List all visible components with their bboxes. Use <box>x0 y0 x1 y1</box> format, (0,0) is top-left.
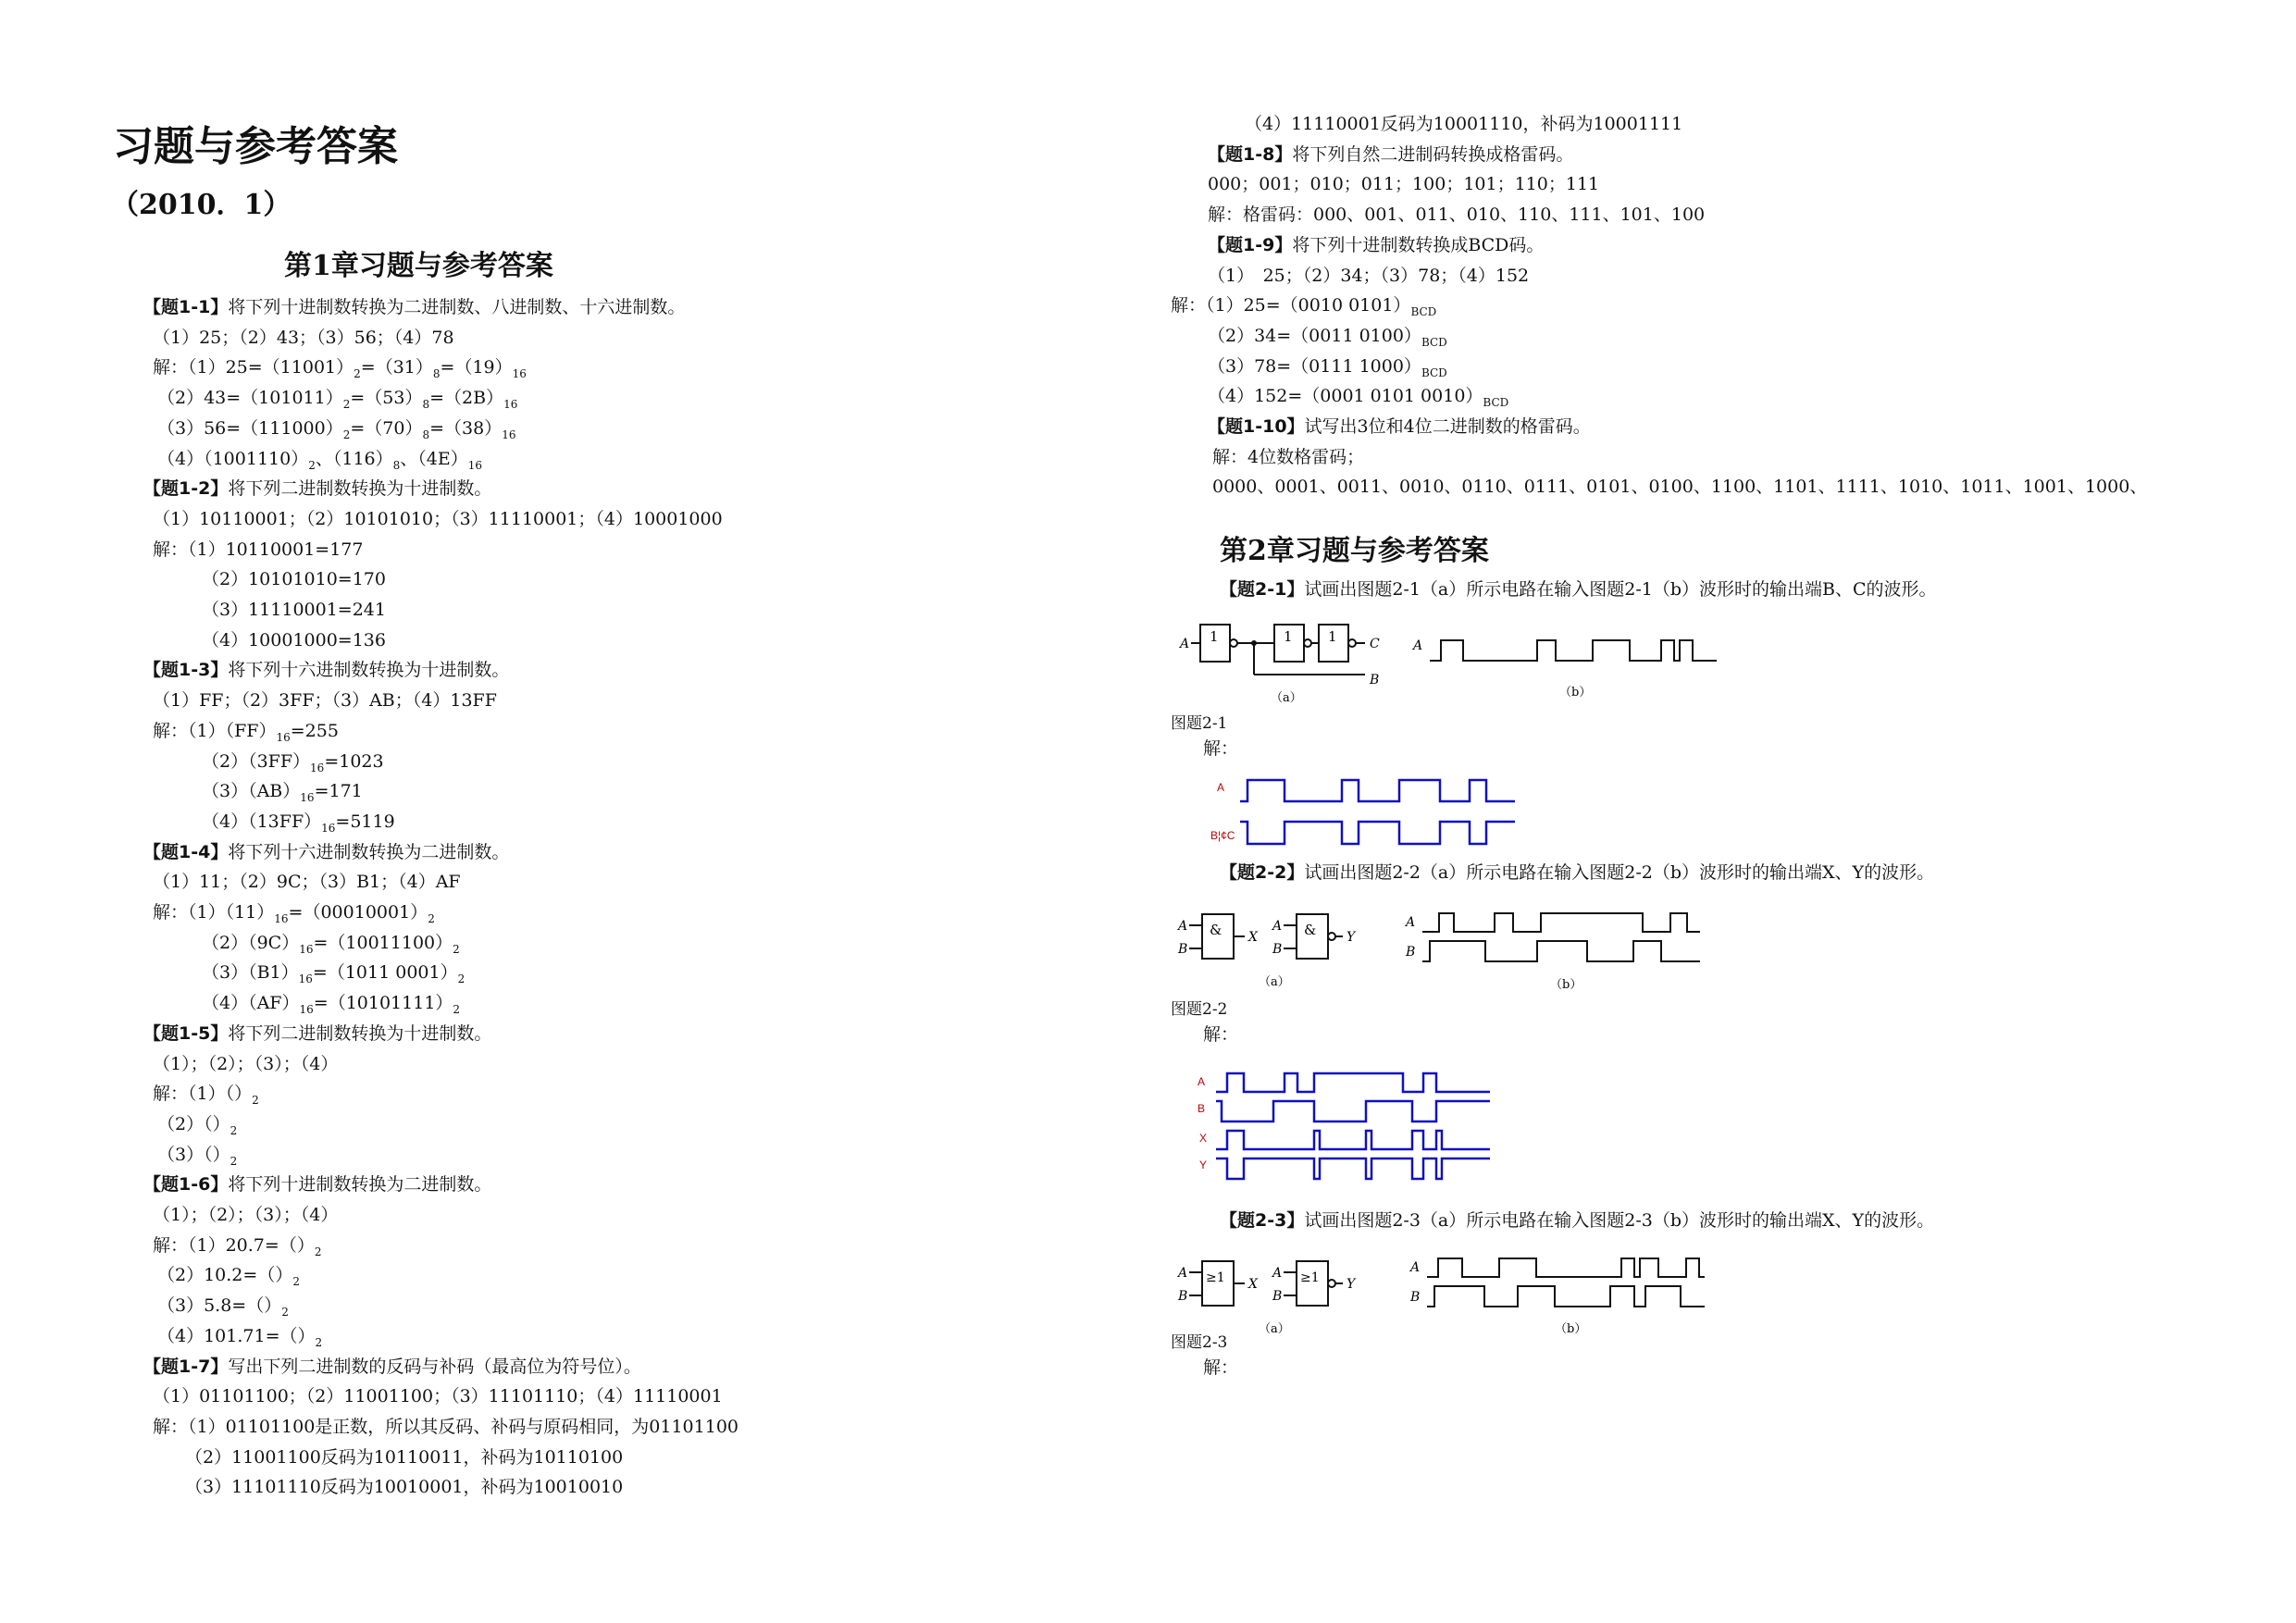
line-text: 、（116） <box>315 448 393 469</box>
line-text: （4）（1001110） <box>157 448 309 469</box>
question-text: 写出下列二进制数的反码与补码（最高位为符号位）。 <box>228 1356 641 1377</box>
text-line <box>1212 442 1364 473</box>
input-label-a: A <box>1272 919 1283 934</box>
base-subscript: 2 <box>292 1275 300 1289</box>
wave-label-a: A <box>1198 1075 1206 1088</box>
input-label-a: A <box>1180 637 1190 651</box>
gate-label: & <box>1210 922 1222 938</box>
base-subscript: 16 <box>512 367 527 381</box>
line-text: 解：格雷码：000、001、011、010、110、111、101、100 <box>1208 204 1706 226</box>
figure-caption: 图题2-3 <box>1171 1333 1228 1352</box>
base-subscript: 2 <box>342 398 351 412</box>
caption-b: （b） <box>1550 978 1582 992</box>
line-text: （4）10001000=136 <box>202 629 386 650</box>
text-line <box>143 837 509 868</box>
input-label-a: A <box>1272 1266 1283 1281</box>
line-text: （3）（） <box>157 1144 230 1165</box>
line-text: 000；001；010；011；100；101；110；111 <box>1208 174 1600 195</box>
question-tag: 【题1-2】 <box>143 478 229 500</box>
line-text: 解：（1）01101100是正数，所以其反码、补码与原码相同，为01101100 <box>153 1416 739 1437</box>
wave-label-b: B <box>1406 945 1416 960</box>
text-line <box>1208 261 1529 291</box>
line-text: 解：（1）20.7=（） <box>153 1234 315 1256</box>
gate-label: 1 <box>1284 628 1293 645</box>
input-label-b: B <box>1272 1289 1283 1304</box>
line-text: 解：（1）25=（0010 0101） <box>1171 295 1411 316</box>
base-subscript: 2 <box>453 1003 461 1017</box>
question-text: 将下列自然二进制码转换成格雷码。 <box>1292 143 1574 165</box>
wave-label-a: A <box>1410 1260 1421 1275</box>
question-text: 将下列十进制数转换为二进制数、八进制数、十六进制数。 <box>228 297 686 317</box>
line-text: （2）11001100反码为10110011，补码为10110100 <box>185 1446 624 1468</box>
text-line <box>185 1443 623 1473</box>
base-subscript: 2 <box>252 1094 259 1108</box>
text-line <box>153 686 497 716</box>
page-title: 习题与参考答案 <box>113 123 398 170</box>
question-tag: 【题1-1】 <box>143 297 229 317</box>
base-subscript: 2 <box>428 912 435 925</box>
text-line <box>1208 140 1573 170</box>
base-subscript: BCD <box>1421 335 1447 349</box>
base-subscript: 8 <box>422 427 430 441</box>
question-tag: 【题1-5】 <box>143 1022 229 1044</box>
input-label-b: B <box>1272 942 1283 957</box>
base-subscript: 16 <box>298 973 313 986</box>
document-date: （2010．1） <box>111 189 292 221</box>
question-tag: 【题1-7】 <box>143 1356 229 1377</box>
text-line <box>143 1019 491 1049</box>
base-subscript: 16 <box>276 730 291 744</box>
figure-2-2b-waveform <box>1402 902 1717 995</box>
line-text: 解：（1）（） <box>153 1084 253 1105</box>
input-label-a: A <box>1178 1266 1188 1281</box>
line-text: （1）01101100；（2）11001100；（3）11101110；（4）11110001 <box>153 1386 723 1407</box>
base-subscript: 8 <box>432 367 441 381</box>
line-text: 、（4E） <box>400 448 468 469</box>
base-subscript: 2 <box>314 1245 322 1258</box>
base-subscript: 16 <box>502 427 516 441</box>
base-subscript: 8 <box>392 458 401 472</box>
text-line <box>153 1412 738 1443</box>
line-text: （3）78=（0111 1000） <box>1208 355 1421 377</box>
figure-2-1b-waveform <box>1411 629 1726 703</box>
text-line <box>143 1352 641 1382</box>
line-text: =（19） <box>440 357 513 378</box>
text-line <box>1208 200 1705 230</box>
text-line <box>153 535 363 565</box>
wave-label-y: Y <box>1199 1158 1208 1171</box>
base-subscript: BCD <box>1410 305 1437 319</box>
line-text: （2）34=（0011 0100） <box>1208 325 1421 346</box>
question-text: 将下列十进制数转换成BCD码。 <box>1292 234 1545 255</box>
line-text: 解：（1）（11） <box>153 902 275 923</box>
caption-a: （a） <box>1259 975 1290 989</box>
line-text: 解：4位数格雷码； <box>1212 446 1365 467</box>
line-text: =（38） <box>429 417 503 439</box>
line-text: （1）FF；（2）3FF；（3）AB；（4）13FF <box>153 690 497 712</box>
line-text: =（10011100） <box>313 932 453 953</box>
line-text: 解：（1）10110001=177 <box>153 539 364 560</box>
line-text: =1023 <box>324 750 384 772</box>
figure-2-3b-waveform <box>1407 1249 1721 1342</box>
caption-a: （a） <box>1271 691 1302 705</box>
base-subscript: 16 <box>467 458 483 472</box>
line-text: =（1011 0001） <box>312 962 458 984</box>
line-text: =（70） <box>350 417 423 439</box>
figure-2-3a-circuit <box>1171 1254 1393 1337</box>
text-line <box>153 867 461 898</box>
question-tag: 【题1-8】 <box>1208 143 1293 165</box>
line-text: （2）（3FF） <box>202 750 311 772</box>
figure-2-2a-circuit <box>1171 907 1393 990</box>
question-text: 试写出3位和4位二进制数的格雷码。 <box>1304 416 1591 437</box>
line-text: （2）43=（101011） <box>157 388 343 409</box>
base-subscript: 2 <box>457 973 465 986</box>
input-label-b: B <box>1178 1289 1188 1304</box>
text-line <box>143 655 509 686</box>
base-subscript: 2 <box>308 458 316 472</box>
wave-label-b: B <box>1410 1290 1421 1305</box>
text-line <box>1245 109 1682 140</box>
text-line <box>1208 412 1591 442</box>
base-subscript: 2 <box>354 367 361 381</box>
wave-label-a: A <box>1413 638 1423 653</box>
base-subscript: 16 <box>299 942 314 956</box>
line-text: （3）（AB） <box>202 781 301 802</box>
output-label-b: B <box>1370 673 1380 688</box>
question-tag: 【题1-4】 <box>143 841 229 862</box>
line-text: （1）25；（2）43；（3）56；（4）78 <box>153 327 454 348</box>
caption-b: （b） <box>1555 1322 1587 1336</box>
text-line <box>1208 169 1599 200</box>
line-text: （3）（B1） <box>202 962 299 984</box>
text-line <box>202 564 386 595</box>
input-label-b: B <box>1178 942 1188 957</box>
wave-label-bc: B¦¢C <box>1210 829 1235 842</box>
question-2-1 <box>1220 575 1937 605</box>
base-subscript: 2 <box>281 1306 289 1319</box>
answer-label: 解： <box>1203 1357 1239 1378</box>
gate-label: ≥1 <box>1300 1270 1320 1285</box>
base-subscript: 16 <box>300 791 315 805</box>
question-text: 将下列十六进制数转换为二进制数。 <box>228 841 510 862</box>
line-text: （4）（13FF） <box>202 811 322 832</box>
question-2-3 <box>1220 1206 1934 1236</box>
text-line <box>153 1200 338 1231</box>
question-tag: 【题1-3】 <box>143 660 229 681</box>
wave-label-a: A <box>1406 915 1416 930</box>
output-label-y: Y <box>1347 1277 1356 1292</box>
base-subscript: 2 <box>315 1335 323 1349</box>
line-text: =（2B） <box>429 388 504 409</box>
line-text: （1）；（2）；（3）；（4） <box>153 1053 339 1074</box>
gate-label: 1 <box>1210 628 1219 645</box>
caption-a: （a） <box>1259 1322 1290 1336</box>
text-line <box>143 474 491 504</box>
line-text: （4）101.71=（） <box>157 1325 316 1346</box>
line-text: （4）11110001反码为10001110，补码为10001111 <box>1245 114 1683 134</box>
chapter1-heading: 第1章习题与参考答案 <box>284 250 553 282</box>
text-line <box>153 323 454 353</box>
figure-caption: 图题2-1 <box>1171 714 1228 733</box>
text-line <box>1212 472 2147 502</box>
text-line <box>153 1381 723 1412</box>
base-subscript: 2 <box>230 1154 238 1168</box>
base-subscript: 16 <box>503 398 518 412</box>
line-text: （4）（AF） <box>202 993 300 1014</box>
base-subscript: BCD <box>1421 365 1447 379</box>
line-text: （2）10.2=（） <box>157 1265 293 1286</box>
line-text: （1）；（2）；（3）；（4） <box>153 1205 339 1225</box>
line-text: （4）152=（0001 0101 0010） <box>1208 386 1483 407</box>
line-text: （3）56=（111000） <box>157 417 343 439</box>
figure-caption: 图题2-2 <box>1171 1000 1228 1019</box>
question-text: 将下列二进制数转换为十进制数。 <box>228 478 492 500</box>
question-text: 试画出图题2-3（a）所示电路在输入图题2-3（b）波形时的输出端X、Y的波形。 <box>1304 1210 1935 1231</box>
wave-label-a: A <box>1217 781 1225 794</box>
line-text: =171 <box>314 781 363 802</box>
question-text: 将下列十六进制数转换为十进制数。 <box>228 660 510 681</box>
line-text: （2）（） <box>157 1113 230 1134</box>
line-text: =（10101111） <box>313 993 453 1014</box>
answer-2-2-waveform <box>1194 1064 1518 1184</box>
question-tag: 【题2-3】 <box>1220 1210 1305 1231</box>
base-subscript: BCD <box>1483 396 1509 410</box>
question-tag: 【题1-10】 <box>1208 416 1305 437</box>
question-2-2 <box>1220 858 1934 888</box>
base-subscript: 2 <box>453 942 460 956</box>
base-subscript: 16 <box>274 912 289 925</box>
line-text: 0000、0001、0011、0010、0110、0111、0101、0100、1100、1101、1111、1010、1011、1001、1000、 <box>1212 477 2148 498</box>
question-tag: 【题1-9】 <box>1208 234 1293 255</box>
base-subscript: 16 <box>299 1003 314 1017</box>
line-text: 解：（1）25=（11001） <box>153 357 354 378</box>
question-tag: 【题2-2】 <box>1220 862 1305 883</box>
base-subscript: 8 <box>422 398 430 412</box>
base-subscript: 16 <box>310 761 325 774</box>
line-text: =（31） <box>360 357 433 378</box>
question-tag: 【题2-1】 <box>1220 579 1305 600</box>
line-text: =255 <box>290 720 339 741</box>
input-label-a: A <box>1178 919 1188 934</box>
text-line <box>153 1049 338 1080</box>
chapter2-heading: 第2章习题与参考答案 <box>1220 535 1489 567</box>
question-text: 将下列二进制数转换为十进制数。 <box>228 1022 492 1044</box>
text-line <box>202 595 386 626</box>
output-label-y: Y <box>1347 930 1356 945</box>
line-text: =（53） <box>350 388 423 409</box>
answer-label: 解： <box>1203 738 1239 759</box>
gate-label: 1 <box>1328 628 1337 645</box>
line-text: =（00010001） <box>288 902 428 923</box>
gate-label: ≥1 <box>1206 1270 1225 1285</box>
text-line <box>153 504 723 535</box>
question-tag: 【题1-6】 <box>143 1174 229 1196</box>
line-text: （1）10110001；（2）10101010；（3）11110001；（4）10001000 <box>153 508 723 529</box>
output-label-x: X <box>1248 930 1258 945</box>
base-subscript: 2 <box>230 1123 238 1137</box>
line-text: （2）（9C） <box>202 932 300 953</box>
gate-label: & <box>1304 922 1317 938</box>
output-label-c: C <box>1370 637 1380 651</box>
line-text: （3）11101110反码为10010001，补码为10010010 <box>185 1477 624 1498</box>
line-text: （1）11；（2）9C；（3）B1；（4）AF <box>153 872 461 893</box>
base-subscript: 2 <box>342 427 351 441</box>
base-subscript: 16 <box>321 821 336 835</box>
line-text: （2）10101010=170 <box>202 569 386 590</box>
text-line <box>202 626 386 656</box>
question-text: 试画出图题2-1（a）所示电路在输入图题2-1（b）波形时的输出端B、C的波形。 <box>1304 579 1937 600</box>
caption-b: （b） <box>1559 686 1592 700</box>
text-line <box>1208 230 1544 261</box>
output-label-x: X <box>1248 1277 1258 1292</box>
question-text: 将下列十进制数转换为二进制数。 <box>228 1174 492 1196</box>
line-text: =5119 <box>335 811 395 832</box>
wave-label-x: X <box>1199 1132 1208 1145</box>
answer-label: 解： <box>1203 1024 1239 1045</box>
text-line <box>185 1472 623 1503</box>
answer-2-1-waveform <box>1203 768 1555 851</box>
line-text: （3）11110001=241 <box>202 600 386 620</box>
text-line <box>143 1170 491 1200</box>
line-text: （1） 25；（2）34；（3）78；（4）152 <box>1208 265 1530 286</box>
line-text: 解：（1）（FF） <box>153 720 277 741</box>
line-text: （3）5.8=（） <box>157 1295 282 1317</box>
text-line <box>143 292 685 323</box>
wave-label-b: B <box>1198 1102 1206 1115</box>
question-text: 试画出图题2-2（a）所示电路在输入图题2-2（b）波形时的输出端X、Y的波形。 <box>1304 862 1935 883</box>
